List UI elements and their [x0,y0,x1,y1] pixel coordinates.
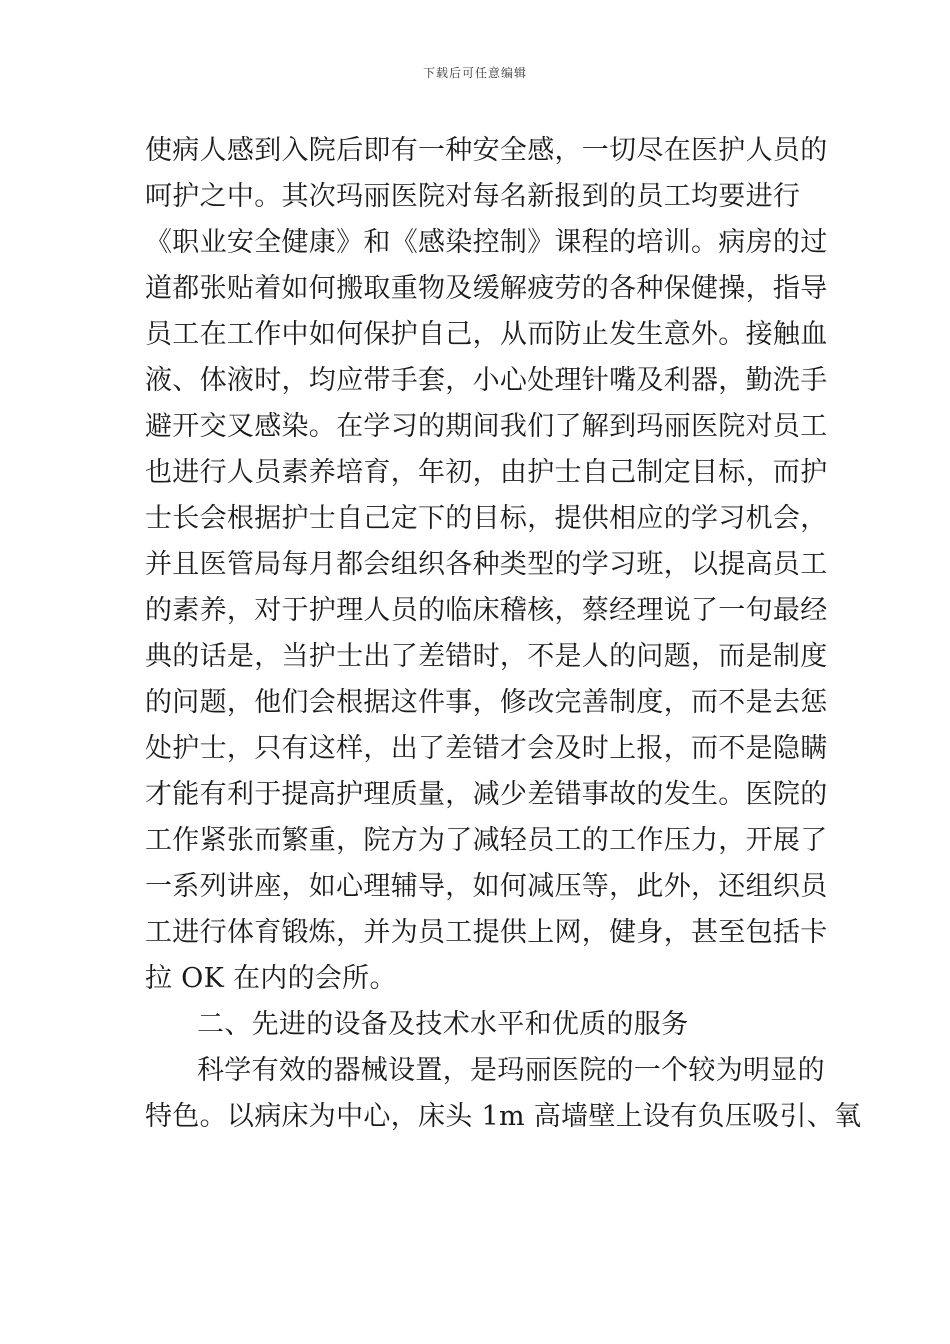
text-line: 典的话是，当护士出了差错时，不是人的问题，而是制度 [145,641,828,672]
text-line: 士长会根据护士自己定下的目标，提供相应的学习机会， [145,503,828,534]
text-line: 使病人感到入院后即有一种安全感，一切尽在医护人员的 [145,135,828,166]
text-line: 并且医管局每月都会组织各种类型的学习班，以提高员工 [145,549,828,580]
page-header-note: 下载后可任意编辑 [422,66,527,80]
text-line: 《职业安全健康》和《感染控制》课程的培训。病房的过 [145,227,828,258]
text-line: 的问题，他们会根据这件事，修改完善制度，而不是去惩 [145,687,828,718]
text-line: 也进行人员素养培育，年初，由护士自己制定目标，而护 [145,457,828,488]
text-line: 员工在工作中如何保护自己，从而防止发生意外。接触血 [145,319,828,350]
text-line: 避开交叉感染。在学习的期间我们了解到玛丽医院对员工 [145,411,828,442]
text-line: 处护士，只有这样，出了差错才会及时上报，而不是隐瞒 [145,733,828,764]
text-line: 拉 OK 在内的会所。 [145,963,397,994]
text-line: 工进行体育锻炼，并为员工提供上网，健身，甚至包括卡 [145,917,828,948]
text-line: 工作紧张而繁重，院方为了减轻员工的工作压力，开展了 [145,825,828,856]
text-line: 才能有利于提高护理质量，减少差错事故的发生。医院的 [145,779,828,810]
text-line: 一系列讲座，如心理辅导，如何减压等，此外，还组织员 [145,871,828,902]
text-line: 液、体液时，均应带手套，小心处理针嘴及利器，勤洗手 [145,365,828,396]
text-line: 的素养，对于护理人员的临床稽核，蔡经理说了一句最经 [145,595,828,626]
text-line: 道都张贴着如何搬取重物及缓解疲劳的各种保健操，指导 [145,273,828,304]
text-line: 呵护之中。其次玛丽医院对每名新报到的员工均要进行 [145,181,801,212]
body-text [145,128,862,1140]
text-line: 特色。以病床为中心，床头 1m 高墙壁上设有负压吸引、氧 [145,1101,862,1132]
text-line: 科学有效的器械设置，是玛丽医院的一个较为明显的 [197,1055,825,1086]
section-heading: 二、先进的设备及技术水平和优质的服务 [197,1009,689,1040]
